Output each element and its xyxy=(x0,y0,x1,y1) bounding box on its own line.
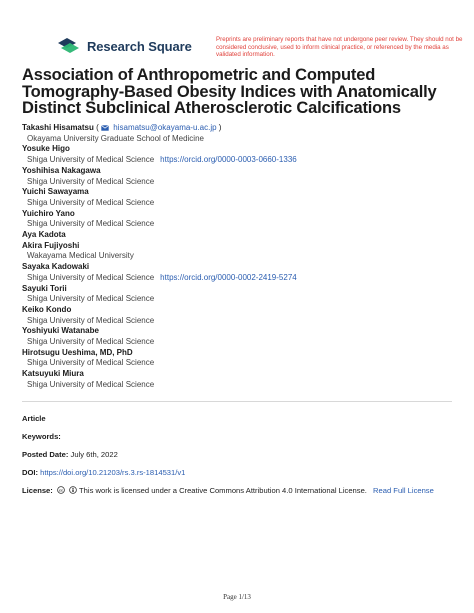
email-open-paren: ( xyxy=(96,123,99,132)
doi-row xyxy=(22,468,185,478)
posted-date-row xyxy=(22,450,118,460)
author-name: Akira Fujiyoshi xyxy=(22,240,80,250)
author-item xyxy=(22,369,462,390)
author-name: Yuichi Sawayama xyxy=(22,187,89,197)
research-square-logo-icon xyxy=(57,37,81,55)
author-item xyxy=(22,348,462,369)
doi-link[interactable]: https://doi.org/10.21203/rs.3.rs-1814531/v1 xyxy=(40,468,186,477)
author-item xyxy=(22,230,462,241)
svg-text:cc: cc xyxy=(58,488,63,493)
article-type xyxy=(22,414,46,424)
author-affiliation: Shiga University of Medical Science xyxy=(27,294,155,304)
cc-icon xyxy=(57,486,65,494)
author-item xyxy=(22,284,462,305)
author-affiliation-row xyxy=(22,251,462,262)
author-item xyxy=(22,305,462,326)
author-name: Keiko Kondo xyxy=(22,304,72,314)
author-name: Yuichiro Yano xyxy=(22,208,75,218)
author-name: Yosuke Higo xyxy=(22,144,70,154)
author-list xyxy=(22,123,462,391)
author-affiliation-row xyxy=(22,198,462,209)
author-affiliation-row xyxy=(22,273,462,284)
author-item xyxy=(22,144,462,165)
posted-date-value: July 6th, 2022 xyxy=(70,450,118,459)
author-item xyxy=(22,166,462,187)
by-icon xyxy=(69,486,77,494)
author-affiliation: Okayama University Graduate School of Medicine xyxy=(27,133,204,143)
envelope-icon xyxy=(101,125,109,131)
logo-text: Research Square xyxy=(87,38,192,54)
keywords-label: Keywords: xyxy=(22,432,61,441)
author-affiliation-row xyxy=(22,155,462,166)
author-affiliation: Shiga University of Medical Science xyxy=(27,358,155,368)
author-name: Aya Kadota xyxy=(22,230,66,240)
author-affiliation: Shiga University of Medical Science xyxy=(27,315,155,325)
author-rows xyxy=(22,144,462,390)
email-link[interactable]: hisamatsu@okayama-u.ac.jp xyxy=(113,123,217,132)
author-item xyxy=(22,123,462,144)
author-item xyxy=(22,241,462,262)
orcid-link[interactable]: https://orcid.org/0000-0003-0660-1336 xyxy=(160,155,297,165)
header xyxy=(0,0,474,66)
author-name: Yoshiyuki Watanabe xyxy=(22,326,99,336)
article-type-label: Article xyxy=(22,414,46,423)
author-name: Sayuki Torii xyxy=(22,283,67,293)
author-affiliation-row xyxy=(22,358,462,369)
author-name: Sayaka Kadowaki xyxy=(22,262,90,272)
divider xyxy=(22,401,452,402)
research-square-logo[interactable] xyxy=(57,37,192,55)
article-title: Association of Anthropometric and Computed Tomography-Based Obesity Indices with Anatomically Distinct Subclinical Atherosclerotic Calcifications xyxy=(22,66,437,117)
license-text: This work is licensed under a Creative Commons Attribution 4.0 International License. xyxy=(79,486,367,495)
author-name: Yoshihisa Nakagawa xyxy=(22,165,101,175)
author-name: Takashi Hisamatsu xyxy=(22,123,94,132)
license-row xyxy=(22,486,434,496)
author-affiliation: Shiga University of Medical Science xyxy=(27,272,155,282)
orcid-link[interactable]: https://orcid.org/0000-0002-2419-5274 xyxy=(160,272,297,282)
author-affiliation-row xyxy=(22,380,462,391)
author-affiliation: Wakayama Medical University xyxy=(27,251,134,261)
page-number: Page 1/13 xyxy=(223,593,251,601)
author-affiliation: Shiga University of Medical Science xyxy=(27,219,155,229)
author-name: Katsuyuki Miura xyxy=(22,369,84,379)
author-affiliation: Shiga University of Medical Science xyxy=(27,379,155,389)
author-affiliation: Shiga University of Medical Science xyxy=(27,337,155,347)
preprint-disclaimer: Preprints are preliminary reports that have not undergone peer review. They should not be considered conclusive, used to inform clinical practice, or referenced by the media as validated information. xyxy=(216,36,463,59)
author-affiliation: Shiga University of Medical Science xyxy=(27,197,155,207)
author-name: Hirotsugu Ueshima, MD, PhD xyxy=(22,347,133,357)
posted-date-label: Posted Date: xyxy=(22,450,69,459)
author-affiliation: Shiga University of Medical Science xyxy=(27,176,155,186)
email-wrapper xyxy=(96,123,221,132)
author-affiliation-row xyxy=(22,294,462,305)
author-affiliation-row xyxy=(22,177,462,188)
read-full-license-link[interactable]: Read Full License xyxy=(373,486,434,495)
doi-label: DOI: xyxy=(22,468,39,477)
author-item xyxy=(22,187,462,208)
author-affiliation-row xyxy=(22,219,462,230)
author-item xyxy=(22,209,462,230)
license-label: License: xyxy=(22,486,53,495)
author-affiliation-row xyxy=(22,316,462,327)
author-affiliation-row xyxy=(22,337,462,348)
email-close-paren: ) xyxy=(218,123,222,132)
author-item xyxy=(22,262,462,283)
keywords-row xyxy=(22,432,61,442)
author-affiliation: Shiga University of Medical Science xyxy=(27,155,155,165)
author-item xyxy=(22,326,462,347)
